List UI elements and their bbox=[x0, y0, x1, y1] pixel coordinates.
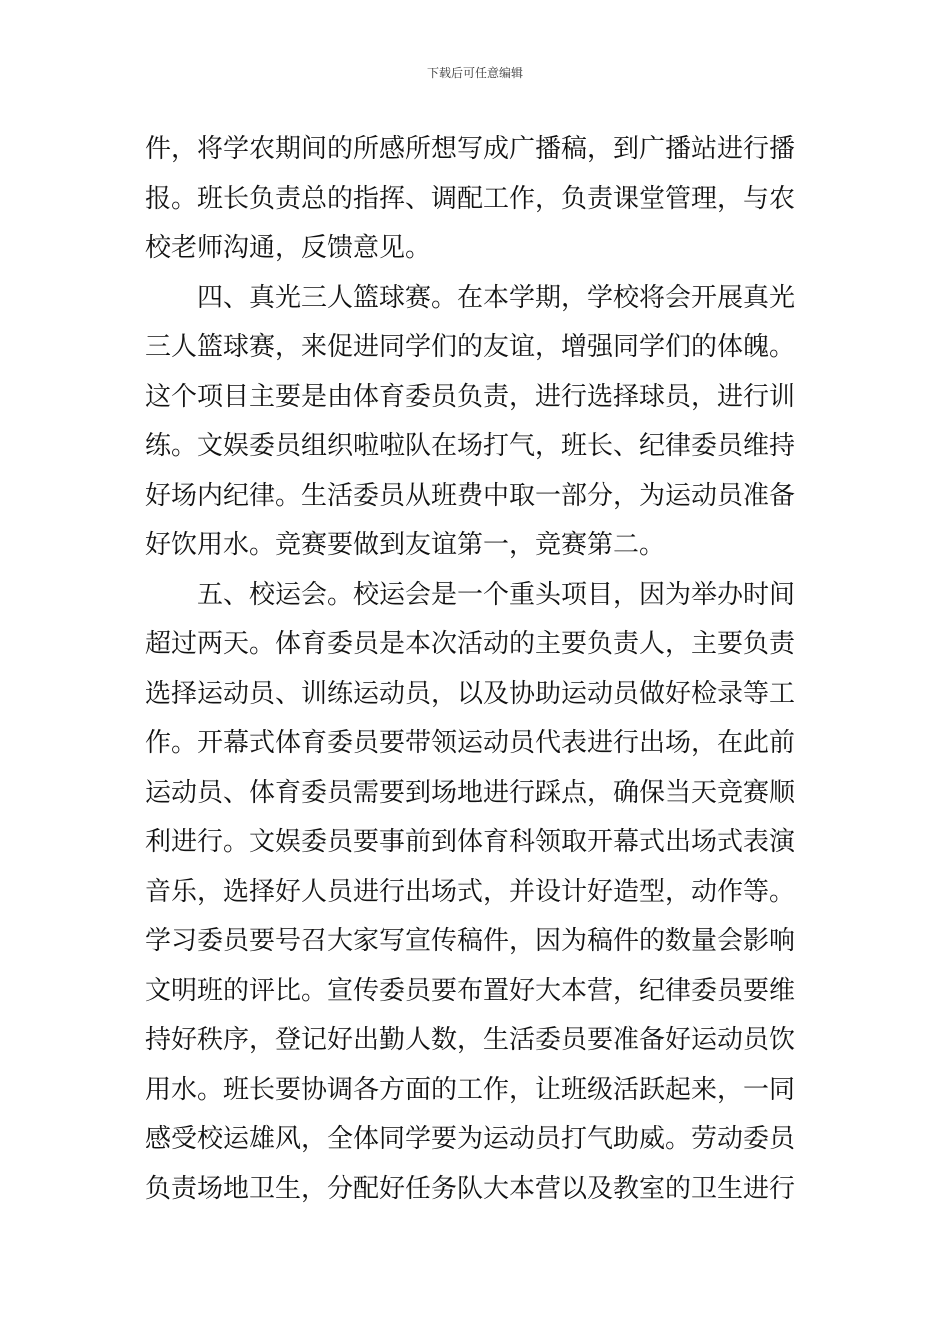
paragraph bbox=[145, 571, 810, 1215]
text-line: 利进行。文娱委员要事前到体育科领取开幕式出场式表演 bbox=[145, 827, 796, 857]
text-line: 运动员、体育委员需要到场地进行踩点，确保当天竞赛顺 bbox=[145, 777, 796, 808]
text-line: 校老师沟通，反馈意见。 bbox=[145, 233, 432, 263]
text-line: 四、真光三人篮球赛。在本学期，学校将会开展真光 bbox=[197, 282, 796, 313]
text-line: 三人篮球赛，来促进同学们的友谊，增强同学们的体魄。 bbox=[145, 332, 796, 362]
page-header: 下载后可任意编辑 bbox=[426, 66, 523, 80]
text-line: 这个项目主要是由体育委员负责，进行选择球员，进行训 bbox=[145, 381, 796, 412]
text-line: 练。文娱委员组织啦啦队在场打气，班长、纪律委员维持 bbox=[145, 431, 796, 461]
text-line: 报。班长负责总的指挥、调配工作，负责课堂管理，与农 bbox=[145, 183, 796, 214]
text-line: 好饮用水。竞赛要做到友谊第一，竞赛第二。 bbox=[145, 530, 666, 560]
paragraph bbox=[145, 274, 810, 571]
text-line: 持好秩序，登记好出勤人数，生活委员要准备好运动员饮 bbox=[145, 1025, 796, 1055]
text-line: 感受校运雄风，全体同学要为运动员打气助威。劳动委员 bbox=[145, 1124, 796, 1154]
document-body bbox=[145, 125, 810, 1214]
text-line: 音乐，选择好人员进行出场式，并设计好造型，动作等。 bbox=[145, 876, 796, 907]
text-line: 选择运动员、训练运动员，以及协助运动员做好检录等工 bbox=[145, 678, 796, 709]
text-line: 文明班的评比。宣传委员要布置好大本营，纪律委员要维 bbox=[145, 975, 796, 1006]
text-line: 作。开幕式体育委员要带领运动员代表进行出场，在此前 bbox=[145, 728, 796, 758]
text-line: 负责场地卫生，分配好任务队大本营以及教室的卫生进行 bbox=[145, 1173, 796, 1204]
text-line: 超过两天。体育委员是本次活动的主要负责人，主要负责 bbox=[145, 629, 796, 659]
text-line: 好场内纪律。生活委员从班费中取一部分，为运动员准备 bbox=[145, 480, 796, 511]
paragraph bbox=[145, 125, 810, 274]
text-line: 五、校运会。校运会是一个重头项目，因为举办时间 bbox=[197, 579, 796, 610]
text-line: 学习委员要号召大家写宣传稿件，因为稿件的数量会影响 bbox=[145, 926, 796, 956]
text-line: 用水。班长要协调各方面的工作，让班级活跃起来，一同 bbox=[145, 1074, 796, 1105]
text-line: 件，将学农期间的所感所想写成广播稿，到广播站进行播 bbox=[145, 134, 796, 164]
